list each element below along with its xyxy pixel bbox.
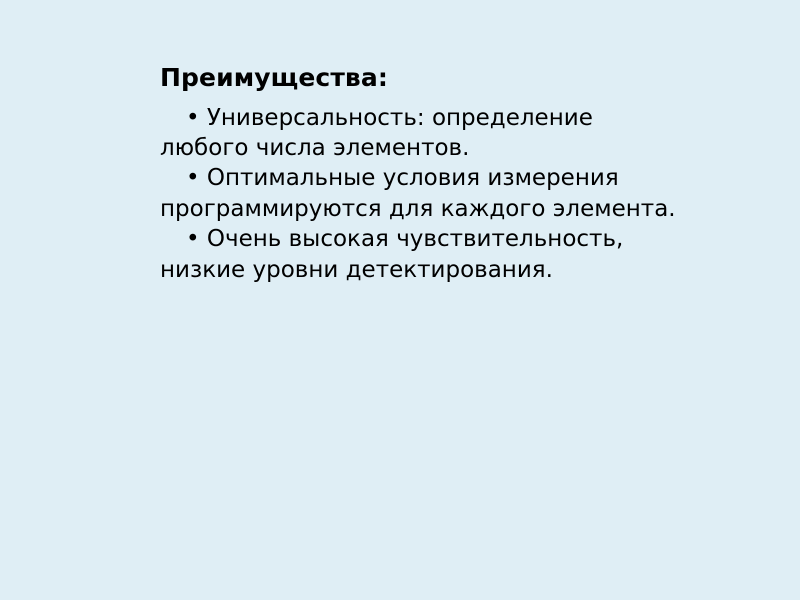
bullet-item: • Очень высокая чувствительность, низкие уровни детектирования. xyxy=(160,226,624,283)
bullet-list xyxy=(160,103,680,285)
slide-title: Преимущества: xyxy=(160,63,388,92)
slide-content-block xyxy=(160,64,680,285)
bullet-item: • Универсальность: определение любого числа элементов. xyxy=(160,104,593,162)
bullet-item: • Оптимальные условия измерения программируются для каждого элемента. xyxy=(160,165,676,222)
